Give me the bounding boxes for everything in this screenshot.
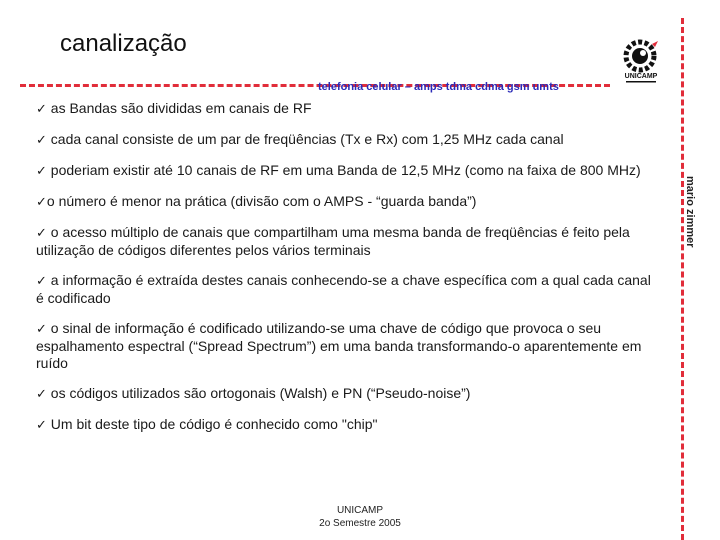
unicamp-logo xyxy=(618,38,664,86)
footer xyxy=(0,504,720,530)
author-label: mario zimmer xyxy=(684,176,696,248)
bullet-list xyxy=(36,100,660,434)
check-icon: ✓ xyxy=(36,226,47,241)
bullet-item xyxy=(36,131,660,149)
side-divider xyxy=(681,18,684,540)
bullet-text: poderiam existir até 10 canais de RF em uma Banda de 12,5 MHz (como na faixa de 800 MHz) xyxy=(50,162,641,178)
bullet-text: cada canal consiste de um par de freqüências (Tx e Rx) com 1,25 MHz cada canal xyxy=(50,131,564,147)
check-icon: ✓ xyxy=(36,164,47,179)
check-icon: ✓ xyxy=(36,387,47,402)
bullet-item xyxy=(36,162,660,180)
check-icon: ✓ xyxy=(36,102,47,117)
bullet-item xyxy=(36,416,660,434)
check-icon: ✓ xyxy=(36,195,47,210)
bullet-item xyxy=(36,272,660,307)
bullet-text: as Bandas são divididas em canais de RF xyxy=(50,100,312,116)
bullet-item xyxy=(36,193,660,211)
bullet-text: a informação é extraída destes canais conhecendo-se a chave específica com a qual cada canal é codificado xyxy=(36,272,651,306)
bullet-text: Um bit deste tipo de código é conhecido como "chip" xyxy=(50,416,378,432)
bullet-item xyxy=(36,385,660,403)
bullet-text: o sinal de informação é codificado utilizando-se uma chave de código que provoca o seu espalhamento espectral (“Spread Spectrum”) em uma banda transformando-o aparentemente em ruído xyxy=(36,320,642,371)
check-icon: ✓ xyxy=(36,274,47,289)
slide-subtitle: telefonia celular – amps tdma cdma gsm umts xyxy=(318,81,559,93)
check-icon: ✓ xyxy=(36,418,47,433)
bullet-text: o número é menor na prática (divisão com o AMPS - “guarda banda”) xyxy=(46,193,477,209)
check-icon: ✓ xyxy=(36,133,47,148)
bullet-text: o acesso múltiplo de canais que compartilham uma mesma banda de freqüências é feito pela utilização de códigos diferentes pelos vários terminais xyxy=(36,224,630,258)
footer-semester: 2o Semestre 2005 xyxy=(319,518,401,529)
check-icon: ✓ xyxy=(36,322,47,337)
bullet-item xyxy=(36,320,660,372)
logo-text: UNICAMP xyxy=(624,73,658,80)
bullet-item xyxy=(36,224,660,259)
footer-institution: UNICAMP xyxy=(336,505,384,516)
slide-title: canalização xyxy=(60,30,187,57)
bullet-item xyxy=(36,100,660,118)
bullet-text: os códigos utilizados são ortogonais (Walsh) e PN (“Pseudo-noise”) xyxy=(50,385,471,401)
